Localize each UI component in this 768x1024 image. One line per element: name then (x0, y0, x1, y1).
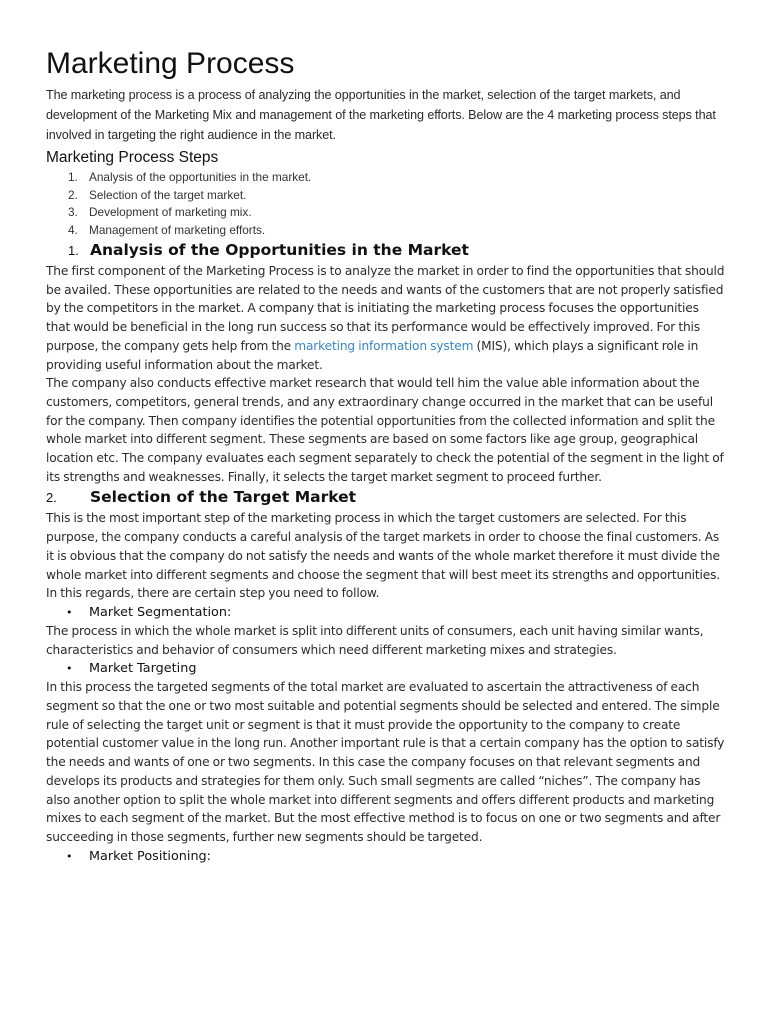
list-number: 1. (68, 170, 78, 184)
bullet-suffix: : (206, 848, 211, 864)
section-title: Selection of the Target Market (90, 488, 357, 507)
section-title: Analysis of the Opportunities in the Market (90, 241, 469, 259)
steps-heading: Marketing Process Steps (46, 149, 219, 166)
section-1-heading (46, 239, 726, 262)
bullet-market-targeting (46, 659, 726, 678)
bullet-icon: • (66, 662, 73, 676)
list-number: 4. (68, 222, 78, 237)
bullet-label: Market Segmentation (89, 604, 227, 620)
section-2-heading (46, 486, 726, 509)
intro-paragraph: The marketing process is a process of analyzing the opportunities in the market, selection of the target markets, and development of the Marketing Mix and management of the marketing efforts. Below are the 4 marketing process steps that involved in targeting the right audience in the market. (46, 88, 716, 142)
list-item (68, 222, 726, 240)
page-title: Marketing Process (46, 47, 295, 80)
section-2-paragraph: This is the most important step of the marketing process in which the target customers are selected. For this purpose, the company conducts a careful analysis of the target markets in order to choose the final customers. As it is obvious that the company do not satisfy the needs and wants of the whole market therefore it must divide the whole market into different segments and choose the segment that will best meet its strengths and opportunities. In this regards, there are certain step you need to follow. (46, 511, 721, 601)
bullet-label-wrap (89, 847, 211, 866)
bullet-paragraph: The process in which the whole market is split into different units of consumers, each unit having similar wants, characteristics and behavior of consumers which need different marketing mixes and strategies. (46, 623, 704, 657)
bullet-icon: • (66, 605, 73, 619)
document-body (46, 46, 726, 866)
bullet-icon: • (66, 849, 73, 863)
marketing-information-system-link[interactable]: marketing information system (294, 338, 474, 353)
list-number: 3. (68, 205, 78, 219)
paragraph-text: (MIS), which plays a significant role in providing useful information about the market. (46, 338, 699, 372)
bullet-label-wrap (89, 659, 196, 678)
list-item-text: Selection of the target market. (89, 187, 247, 202)
list-item-text: Management of marketing efforts. (89, 222, 266, 237)
list-item (68, 169, 726, 187)
bullet-market-positioning (46, 847, 726, 866)
bullet-suffix: : (227, 604, 232, 620)
bullet-market-segmentation (46, 603, 726, 622)
bullet-label: Market Targeting (89, 661, 197, 677)
section-1-paragraph-1 (46, 262, 726, 374)
section-number: 1. (68, 243, 79, 258)
bullet-label-wrap (89, 603, 231, 622)
bullet-paragraph: In this process the targeted segments of the total market are evaluated to ascertain the attractiveness of each segment so that the one or two most suitable and potential segments should be selected and entered. The simple rule of selecting the target unit or segment is that it must provide the opportunity to the company to create potential customer value in the long run. Another important rule is that a certain company has the option to satisfy the needs and wants of one or two segments. In this case the company focuses on that relevant segments and develops its products and strategies for them only. Such small segments are called “niches”. The company has also another option to split the whole market into different segments and offers different products and marketing mixes to each segment of the market. But the most effective method is to focus on one or two segments and after succeeding in those segments, further new segments should be targeted. (46, 680, 725, 844)
section-1-paragraph-2: The company also conducts effective market research that would tell him the value able information about the customers, competitors, general trends, and any extraordinary change occurred in the market that can be useful for the company. Then company identifies the potential opportunities from the collected information and split the whole market into different segment. These segments are based on some factors like age group, geographical location etc. The company evaluates each segment separately to check the potential of the segment in the light of its strengths and weaknesses. Finally, it selects the target market segment to proceed further. (46, 376, 724, 484)
steps-list (46, 169, 726, 239)
paragraph-text: The first component of the Marketing Process is to analyze the market in order to find the opportunities that should be availed. These opportunities are related to the needs and wants of the customers that are not properly satisfied by the competitors in the market. A company that is initiating the marketing process focuses the opportunities that would be beneficial in the long run success so that its performance would be effectively improved. For this purpose, the company gets help from the (46, 264, 725, 353)
list-item (68, 204, 726, 222)
list-item-text: Development of marketing mix. (89, 205, 252, 219)
list-number: 2. (68, 187, 78, 202)
list-item-text: Analysis of the opportunities in the market. (89, 170, 312, 184)
bullet-label: Market Positioning (89, 848, 207, 864)
list-item (68, 187, 726, 205)
section-number: 2. (46, 490, 57, 506)
